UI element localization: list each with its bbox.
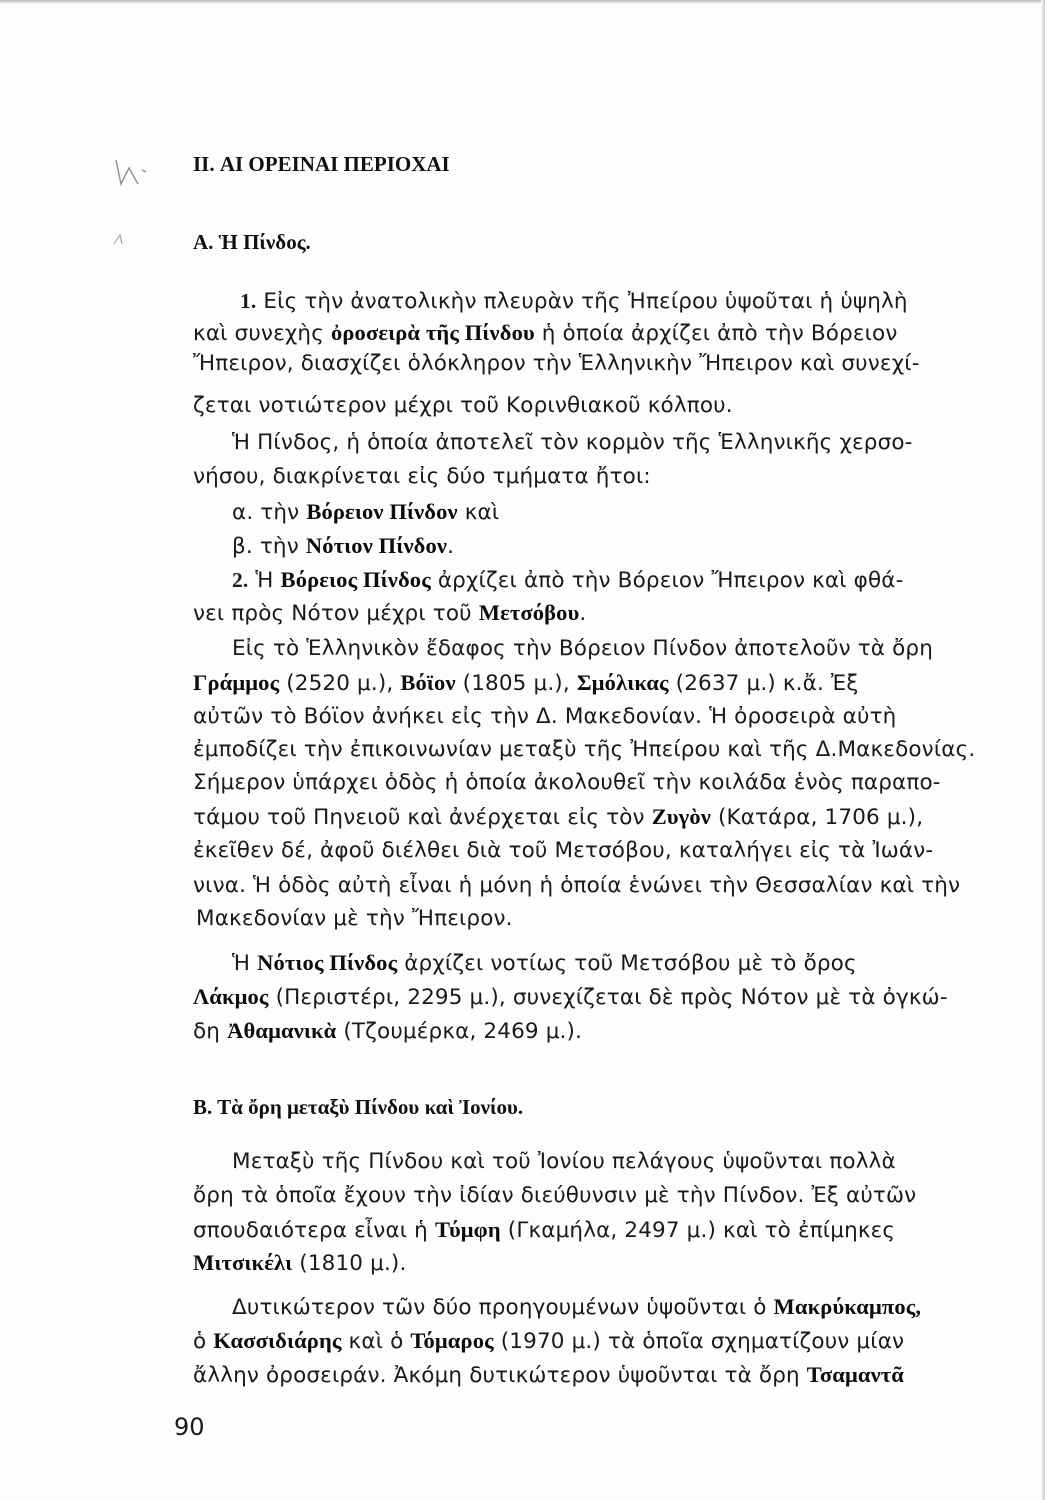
text: ἄλλην ὀροσειράν. Ἀκόμη δυτικώτερον ὑψοῦνται τὰ ὄρη bbox=[193, 1363, 800, 1388]
paragraph-5-line-1 bbox=[232, 948, 857, 979]
text: νει πρὸς Νότον μέχρι τοῦ bbox=[193, 601, 472, 626]
bold-term: Τύμφη bbox=[434, 1217, 501, 1242]
margin-pencil-mark-small bbox=[112, 232, 132, 246]
bold-term: Ἀθαμανικὰ bbox=[227, 1018, 337, 1043]
text: ἀρχίζει ἀπὸ τὴν Βόρειον Ἤπειρον καὶ φθά- bbox=[437, 568, 904, 593]
paragraph-5-line-2 bbox=[193, 982, 948, 1013]
text: Ἡ bbox=[255, 568, 274, 593]
paragraph-4-line-1: Εἰς τὸ Ἑλληνικὸν ἔδαφος τὴν Βόρειον Πίνδον ἀποτελοῦν τὰ ὄρη bbox=[232, 636, 933, 661]
paragraph-7-line-3 bbox=[193, 1360, 904, 1391]
bold-term: Σμόλικας bbox=[576, 670, 669, 695]
bold-term: Γράμμος bbox=[193, 670, 280, 695]
text: (Κατάρα, 1706 μ.), bbox=[717, 805, 924, 830]
text: ἡ ὁποία ἀρχίζει ἀπὸ τὴν Βόρειον bbox=[541, 321, 898, 346]
subsection-a-title: Α. Ἡ Πίνδος. bbox=[193, 230, 311, 254]
text: δη bbox=[193, 1019, 221, 1044]
text: . bbox=[447, 534, 455, 559]
paragraph-1-line-1 bbox=[240, 286, 908, 317]
text: (Περιστέρι, 2295 μ.), συνεχίζεται δὲ πρὸς Νότον μὲ τὰ ὀγκώ- bbox=[275, 985, 948, 1010]
text: . bbox=[579, 601, 587, 626]
text: (2637 μ.) κ.ἄ. Ἐξ bbox=[675, 671, 859, 696]
text: (Γκαμήλα, 2497 μ.) καὶ τὸ ἐπίμηκες bbox=[507, 1218, 896, 1243]
bold-term: Μετσόβου bbox=[478, 600, 580, 625]
text: σπουδαιότερα εἶναι ἡ bbox=[193, 1218, 428, 1243]
bold-term: Μιτσικέλι bbox=[193, 1250, 293, 1275]
paragraph-1-line-2 bbox=[193, 318, 898, 349]
paragraph-3-line-1 bbox=[232, 565, 904, 596]
bold-term: Βόϊον bbox=[400, 670, 456, 695]
bold-term: Κασσιδιάρης bbox=[213, 1328, 342, 1353]
paragraph-4-line-4: ἐμποδίζει τὴν ἐπικοινωνίαν μεταξὺ τῆς Ἠπείρου καὶ τῆς Δ.Μακεδονίας. bbox=[193, 737, 976, 762]
text: τάμου τοῦ Πηνειοῦ καὶ ἀνέρχεται εἰς τὸν bbox=[193, 805, 645, 830]
paragraph-1-line-3: Ἤπειρον, διασχίζει ὁλόκληρον τὴν Ἑλληνικὴν Ἤπειρον καὶ συνεχί- bbox=[193, 351, 920, 376]
paragraph-4-line-3: αὐτῶν τὸ Βόϊον ἀνήκει εἰς τὴν Δ. Μακεδονίαν. Ἡ ὀροσειρὰ αὐτὴ bbox=[193, 704, 897, 729]
bold-term: Μακρύκαμπος, bbox=[773, 1294, 922, 1319]
text: Εἰς τὴν ἀνατολικὴν πλευρὰν τῆς Ἠπείρου ὑψοῦται ἡ ὑψηλὴ bbox=[263, 289, 908, 314]
paragraph-3-line-2 bbox=[193, 598, 586, 629]
paragraph-1-line-4: ζεται νοτιώτερον μέχρι τοῦ Κορινθιακοῦ κόλπου. bbox=[193, 393, 733, 418]
bold-term: Τσαμαντᾶ bbox=[806, 1362, 905, 1387]
paragraph-2-line-1: Ἡ Πίνδος, ἡ ὁποία ἀποτελεῖ τὸν κορμὸν τῆς Ἑλληνικῆς χερσο- bbox=[232, 430, 913, 455]
paragraph-6-line-4 bbox=[193, 1248, 406, 1279]
subsection-b-title: Β. Τὰ ὄρη μεταξὺ Πίνδου καὶ Ἰονίου. bbox=[193, 1095, 524, 1119]
text: β. τὴν bbox=[232, 534, 299, 559]
bold-term: Λάκμος bbox=[193, 984, 269, 1009]
text: (Τζουμέρκα, 2469 μ.). bbox=[343, 1019, 583, 1044]
paragraph-7-line-2 bbox=[193, 1326, 904, 1357]
text: α. τὴν bbox=[232, 500, 300, 525]
bold-term: ὀροσειρὰ τῆς Πίνδου bbox=[330, 320, 535, 345]
bold-term: Νότιος Πίνδος bbox=[257, 950, 398, 975]
text: καὶ ὁ bbox=[348, 1329, 404, 1354]
paragraph-4-line-7: ἐκεῖθεν δέ, ἀφοῦ διέλθει διὰ τοῦ Μετσόβου, καταλήγει εἰς τὰ Ἰωάν- bbox=[193, 838, 934, 863]
list-item-b bbox=[232, 531, 454, 562]
paragraph-2-line-2: νήσου, διακρίνεται εἰς δύο τμήματα ἤτοι: bbox=[193, 464, 651, 489]
bold-term: Βόρειον Πίνδον bbox=[306, 499, 458, 524]
text: ἀρχίζει νοτίως τοῦ Μετσόβου μὲ τὸ ὄρος bbox=[404, 951, 857, 976]
paragraph-7-line-1 bbox=[232, 1292, 921, 1323]
text: καὶ bbox=[464, 500, 500, 525]
page-number: 90 bbox=[174, 1413, 205, 1441]
text: καὶ συνεχὴς bbox=[193, 321, 324, 346]
bold-term: Νότιον Πίνδον bbox=[305, 533, 448, 558]
paragraph-number: 1. bbox=[240, 289, 257, 313]
paragraph-4-line-9: Μακεδονίαν μὲ τὴν Ἤπειρον. bbox=[196, 906, 513, 931]
scan-top-edge bbox=[0, 0, 1045, 4]
text: (2520 μ.), bbox=[286, 671, 394, 696]
margin-pencil-mark bbox=[112, 150, 156, 192]
text: Δυτικώτερον τῶν δύο προηγουμένων ὑψοῦνται ὁ bbox=[232, 1295, 767, 1320]
paragraph-6-line-3 bbox=[193, 1215, 895, 1246]
section-title: II. ΑΙ ΟΡΕΙΝΑΙ ΠΕΡΙΟΧΑΙ bbox=[193, 152, 450, 176]
paragraph-4-line-5: Σήμερον ὑπάρχει ὁδὸς ἡ ὁποία ἀκολουθεῖ τὴν κοιλάδα ἑνὸς παραπο- bbox=[193, 770, 941, 795]
bold-term: Τόμαρος bbox=[410, 1328, 494, 1353]
list-item-a bbox=[232, 497, 499, 528]
paragraph-4-line-6 bbox=[193, 802, 923, 833]
paragraph-number: 2. bbox=[232, 568, 249, 592]
paragraph-6-line-1: Μεταξὺ τῆς Πίνδου καὶ τοῦ Ἰονίου πελάγους ὑψοῦνται πολλὰ bbox=[232, 1149, 896, 1174]
paragraph-5-line-3 bbox=[193, 1016, 582, 1047]
text: Ἡ bbox=[232, 951, 251, 976]
paragraph-6-line-2: ὄρη τὰ ὁποῖα ἔχουν τὴν ἰδίαν διεύθυνσιν μὲ τὴν Πίνδον. Ἐξ αὐτῶν bbox=[193, 1183, 917, 1208]
bold-term: Ζυγὸν bbox=[651, 804, 711, 829]
text: (1970 μ.) τὰ ὁποῖα σχηματίζουν μίαν bbox=[500, 1329, 905, 1354]
text: ὁ bbox=[193, 1329, 207, 1354]
paragraph-4-line-8: νινα. Ἡ ὁδὸς αὐτὴ εἶναι ἡ μόνη ἡ ὁποία ἑνώνει τὴν Θεσσαλίαν καὶ τὴν bbox=[193, 873, 961, 898]
text: (1805 μ.), bbox=[462, 671, 570, 696]
scan-right-edge bbox=[1041, 0, 1045, 1500]
text: (1810 μ.). bbox=[299, 1251, 407, 1276]
bold-term: Βόρειος Πίνδος bbox=[280, 567, 431, 592]
paragraph-4-line-2 bbox=[193, 668, 859, 699]
